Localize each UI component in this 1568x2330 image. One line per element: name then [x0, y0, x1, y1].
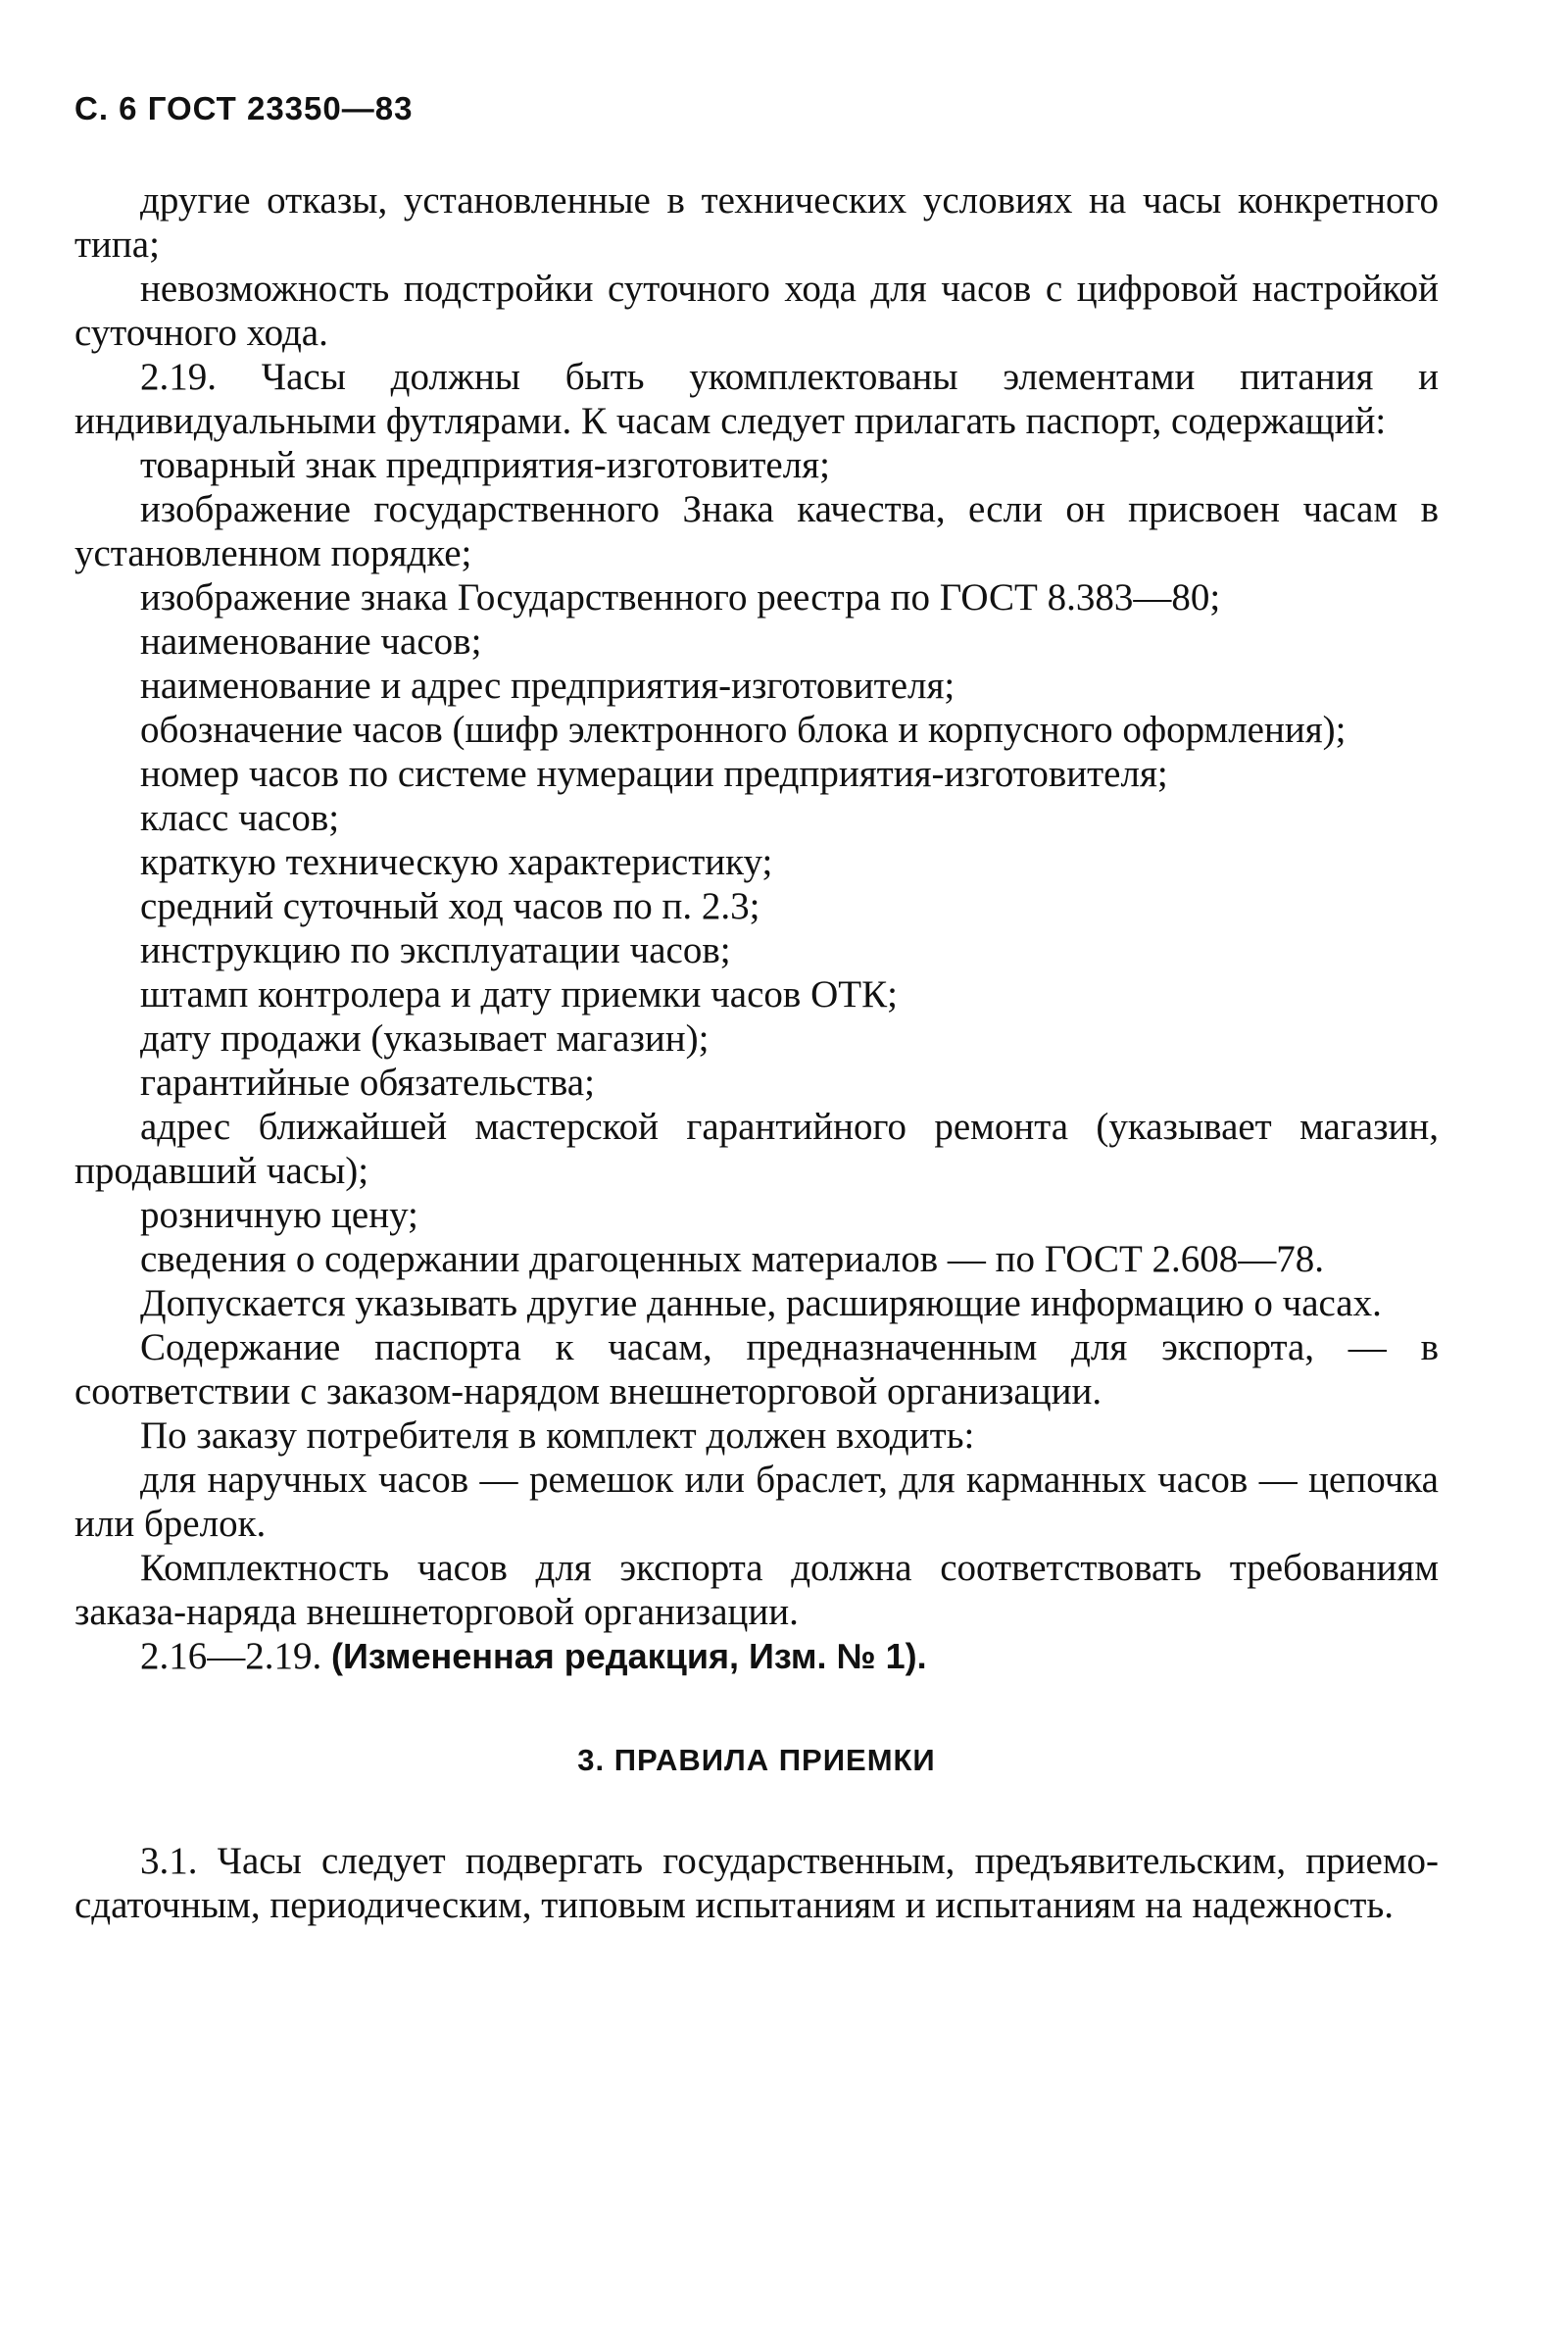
paragraph-export-completeness: Комплектность часов для экспорта должна соответствовать требованиям заказа-наряда внешнеторговой организации. — [74, 1547, 1439, 1633]
list-item-daily-rate: средний суточный ход часов по п. 2.3; — [140, 885, 760, 927]
list-item-trademark: товарный знак предприятия-изготовителя; — [140, 444, 830, 486]
list-item-manual: инструкцию по эксплуатации часов; — [140, 929, 731, 971]
list-item-watch-name: наименование часов; — [140, 620, 482, 663]
paragraph-accessories: для наручных часов — ремешок или браслет, для карманных часов — цепочка или брелок. — [74, 1459, 1439, 1545]
amendment-note — [74, 1634, 1439, 1678]
paragraph-adjustment: невозможность подстройки суточного хода для часов с цифровой настройкой суточного хода. — [74, 268, 1439, 354]
amendment-prefix: 2.16—2.19. — [140, 1635, 331, 1677]
list-item-quality-mark: изображение государственного Знака качества, если он присвоен часам в установленном порядке; — [74, 488, 1439, 574]
list-item-inspector-stamp: штамп контролера и дату приемки часов ОТК; — [140, 973, 898, 1016]
paragraph-other-failures: другие отказы, установленные в технических условиях на часы конкретного типа; — [74, 179, 1439, 266]
paragraph-other-data: Допускается указывать другие данные, расширяющие информацию о часах. — [140, 1282, 1382, 1324]
amendment-bold: (Измененная редакция, Изм. № 1). — [331, 1636, 927, 1676]
paragraph-customer-order: По заказу потребителя в комплект должен входить: — [140, 1414, 975, 1457]
paragraph-export-passport: Содержание паспорта к часам, предназначенным для экспорта, — в соответствии с заказом-нарядом внешнеторговой организации. — [74, 1326, 1439, 1413]
list-item-precious-materials: сведения о содержании драгоценных материалов — по ГОСТ 2.608—78. — [140, 1238, 1325, 1280]
paragraph-3-1: 3.1. Часы следует подвергать государственным, предъявительским, приемо-сдаточным, периодическим, типовым испытаниям и испытаниям на надежность. — [74, 1840, 1439, 1926]
list-item-manufacturer: наименование и адрес предприятия-изготовителя; — [140, 665, 956, 707]
section-title: 3. ПРАВИЛА ПРИЕМКИ — [577, 1743, 936, 1777]
list-item-designation: обозначение часов (шифр электронного блока и корпусного оформления); — [140, 709, 1347, 751]
list-item-class: класс часов; — [140, 797, 340, 839]
list-item-retail-price: розничную цену; — [140, 1194, 418, 1236]
list-item-serial-number: номер часов по системе нумерации предприятия-изготовителя; — [140, 753, 1168, 795]
list-item-repair-address: адрес ближайшей мастерской гарантийного ремонта (указывает магазин, продавший часы); — [74, 1106, 1439, 1192]
document-body — [74, 178, 1439, 1927]
list-item-sale-date: дату продажи (указывает магазин); — [140, 1017, 710, 1060]
list-item-specs: краткую техническую характеристику; — [140, 841, 773, 883]
list-item-warranty: гарантийные обязательства; — [140, 1062, 595, 1104]
running-head: С. 6 ГОСТ 23350—83 — [74, 90, 414, 126]
paragraph-2-19: 2.19. Часы должны быть укомплектованы элементами питания и индивидуальными футлярами. К часам следует прилагать паспорт, содержащий: — [74, 356, 1439, 442]
list-item-state-register: изображение знака Государственного реестра по ГОСТ 8.383—80; — [140, 576, 1221, 619]
